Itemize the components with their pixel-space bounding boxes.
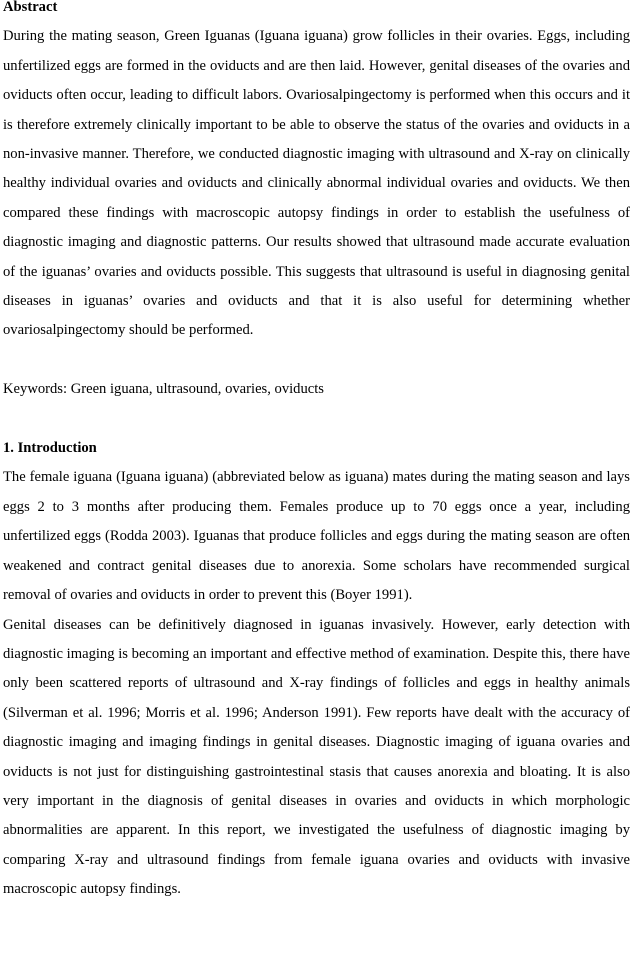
introduction-paragraph-1: The female iguana (Iguana iguana) (abbreviated below as iguana) mates during the mating season and lays eggs 2 to 3 months after producing them. Females produce up to 70 eggs once a year, including unfertilized eggs (Rodda 2003). Iguanas that produce follicles and eggs during the mating season are often weakened and contract genital diseases due to anorexia. Some scholars have recommended surgical removal of ovaries and oviducts in order to prevent this (Boyer 1991).	[3, 469, 630, 604]
spacer	[3, 346, 630, 375]
abstract-section	[3, 0, 630, 346]
keywords-line: Keywords: Green iguana, ultrasound, ovaries, oviducts	[3, 381, 324, 398]
introduction-heading: 1. Introduction	[3, 440, 97, 457]
introduction-section	[3, 434, 630, 905]
introduction-paragraph-2: Genital diseases can be definitively diagnosed in iguanas invasively. However, early detection with diagnostic imaging is becoming an important and effective method of examination. Despite this, there have only been scattered reports of ultrasound and X-ray findings of follicles and eggs in healthy animals (Silverman et al. 1996; Morris et al. 1996; Anderson 1991). Few reports have dealt with the accuracy of diagnostic imaging and imaging findings in genital diseases. Diagnostic imaging of iguana ovaries and oviducts is not just for distinguishing gastrointestinal stasis that causes anorexia and bloating. It is also very important in the diagnosis of genital diseases in ovaries and oviducts in which morphologic abnormalities are apparent. In this report, we investigated the usefulness of diagnostic imaging by comparing X-ray and ultrasound findings from female iguana ovaries and oviducts with invasive macroscopic autopsy findings.	[3, 616, 630, 898]
spacer	[3, 405, 630, 434]
abstract-body: During the mating season, Green Iguanas (Iguana iguana) grow follicles in their ovaries. Eggs, including unfertilized eggs are formed in the oviducts and are then laid. However, genital diseases of the ovaries and oviducts often occur, leading to difficult labors. Ovariosalpingectomy is performed when this occurs and it is therefore extremely clinically important to be able to observe the status of the ovaries and oviducts in a non-invasive manner. Therefore, we conducted diagnostic imaging with ultrasound and X-ray on clinically healthy individual ovaries and oviducts and clinically abnormal individual ovaries and oviducts. We then compared these findings with macroscopic autopsy findings in order to establish the usefulness of diagnostic imaging and diagnostic patterns. Our results showed that ultrasound made accurate evaluation of the iguanas’ ovaries and oviducts possible. This suggests that ultrasound is useful in diagnosing genital diseases in iguanas’ ovaries and oviducts and that it is also useful for determining whether ovariosalpingectomy should be performed.	[3, 28, 630, 339]
abstract-heading: Abstract	[3, 0, 58, 15]
